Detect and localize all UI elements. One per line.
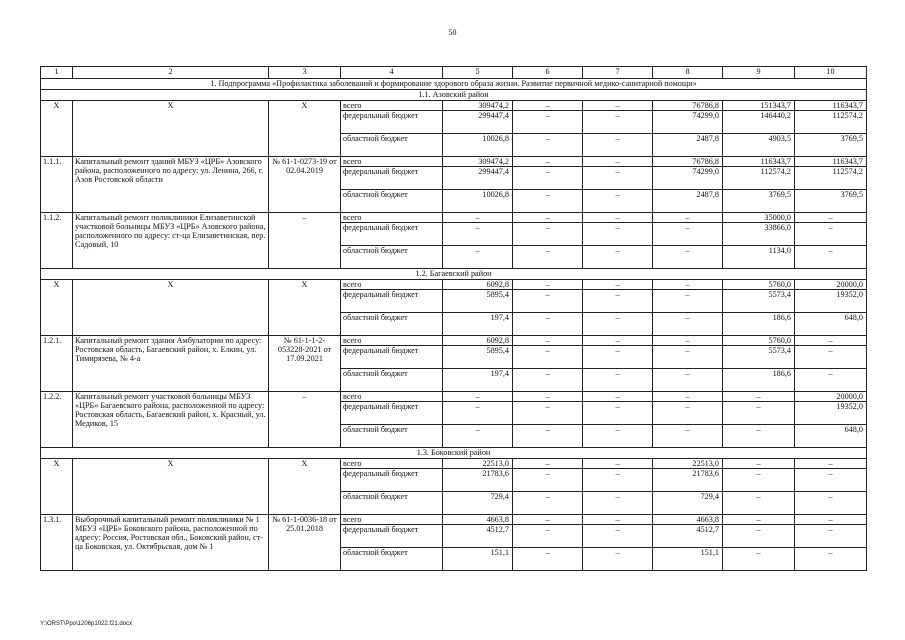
section-title: 1.3. Боковский район: [41, 448, 867, 459]
value-cell: 5895,4: [443, 346, 513, 369]
item-row: [41, 515, 867, 525]
value-cell: –: [583, 336, 653, 346]
item-document: № 61-1-1-2-053228-2021 от 17.09.2021: [269, 336, 341, 392]
value-cell: 10026,8: [443, 190, 513, 213]
value-cell: 116343,7: [795, 101, 867, 111]
funding-source-label: федеральный бюджет: [341, 402, 443, 425]
value-cell: –: [583, 213, 653, 223]
value-cell: –: [513, 459, 583, 469]
column-number-row: [41, 67, 867, 79]
funding-source-label: всего: [341, 459, 443, 469]
value-cell: –: [653, 369, 723, 392]
value-cell: 33866,0: [723, 223, 795, 246]
value-cell: –: [653, 290, 723, 313]
value-cell: 1134,0: [723, 246, 795, 269]
value-cell: 309474,2: [443, 101, 513, 111]
funding-source-label: всего: [341, 515, 443, 525]
funding-source-label: федеральный бюджет: [341, 525, 443, 548]
value-cell: –: [513, 213, 583, 223]
page-number: 50: [448, 28, 457, 37]
value-cell: 5895,4: [443, 290, 513, 313]
value-cell: 729,4: [443, 492, 513, 515]
item-name: Капитальный ремонт зданий МБУЗ «ЦРБ» Азовского района, расположенного по адресу: ул. Ленина, 266, г. Азов Ростовской области: [73, 157, 269, 213]
value-cell: –: [513, 190, 583, 213]
value-cell: –: [653, 402, 723, 425]
value-cell: –: [513, 548, 583, 571]
value-cell: 5760,0: [723, 280, 795, 290]
value-cell: –: [723, 469, 795, 492]
value-cell: –: [795, 369, 867, 392]
value-cell: 76786,8: [653, 101, 723, 111]
value-cell: –: [583, 548, 653, 571]
value-cell: –: [443, 402, 513, 425]
item-document: –: [269, 392, 341, 448]
value-cell: 76786,8: [653, 157, 723, 167]
value-cell: –: [653, 246, 723, 269]
value-cell: –: [513, 336, 583, 346]
value-cell: 21783,6: [653, 469, 723, 492]
funding-source-label: всего: [341, 157, 443, 167]
value-cell: 10026,8: [443, 134, 513, 157]
value-cell: –: [795, 548, 867, 571]
value-cell: –: [513, 101, 583, 111]
value-cell: 3769,5: [723, 190, 795, 213]
item-document: –: [269, 213, 341, 269]
value-cell: –: [723, 548, 795, 571]
funding-source-label: всего: [341, 101, 443, 111]
value-cell: 22513,0: [653, 459, 723, 469]
value-cell: 186,6: [723, 313, 795, 336]
value-cell: –: [513, 492, 583, 515]
value-cell: –: [513, 313, 583, 336]
value-cell: –: [723, 525, 795, 548]
value-cell: 3769,5: [795, 134, 867, 157]
value-cell: –: [583, 392, 653, 402]
item-document: № 61-1-0036-18 от 25.01.2018: [269, 515, 341, 571]
section-title: 1.1. Азовский район: [41, 90, 867, 101]
value-cell: 4663,8: [653, 515, 723, 525]
file-path-footer: Y:\ORST\Ppo\1206p1022.f21.docx: [40, 621, 133, 627]
value-cell: 151,1: [653, 548, 723, 571]
value-cell: –: [583, 313, 653, 336]
funding-source-label: федеральный бюджет: [341, 346, 443, 369]
budget-table: [40, 66, 867, 571]
funding-source-label: всего: [341, 280, 443, 290]
item-name: Капитальный ремонт здания Амбулатории по адресу: Ростовская область, Багаевский район, х. Елкин, ул. Тимирязева, № 4-а: [73, 336, 269, 392]
value-cell: 6092,8: [443, 280, 513, 290]
value-cell: 19352,0: [795, 402, 867, 425]
value-cell: –: [513, 290, 583, 313]
value-cell: 5573,4: [723, 346, 795, 369]
column-number: 9: [723, 67, 795, 79]
value-cell: 648,0: [795, 425, 867, 448]
section-row: [41, 269, 867, 280]
value-cell: 4903,5: [723, 134, 795, 157]
value-cell: –: [583, 246, 653, 269]
value-cell: –: [583, 425, 653, 448]
section-total-row: [41, 459, 867, 469]
value-cell: 648,0: [795, 313, 867, 336]
value-cell: –: [583, 402, 653, 425]
value-cell: 4512,7: [443, 525, 513, 548]
value-cell: 112574,2: [795, 167, 867, 190]
funding-source-label: федеральный бюджет: [341, 167, 443, 190]
value-cell: –: [443, 246, 513, 269]
value-cell: 2487,8: [653, 134, 723, 157]
value-cell: –: [513, 280, 583, 290]
value-cell: 5760,0: [723, 336, 795, 346]
item-row: [41, 213, 867, 223]
item-name: Выборочный капитальный ремонт поликлиники № 1 МБУЗ «ЦРБ» Боковского района, расположенной по адресу: Россия, Ростовская обл., Боковский район, ст-ца Боковская, ул. Октябрьская, дом № 1: [73, 515, 269, 571]
value-cell: –: [583, 492, 653, 515]
value-cell: –: [653, 213, 723, 223]
value-cell: –: [653, 313, 723, 336]
value-cell: 112574,2: [795, 111, 867, 134]
value-cell: –: [513, 469, 583, 492]
value-cell: –: [513, 223, 583, 246]
value-cell: –: [795, 336, 867, 346]
value-cell: –: [653, 336, 723, 346]
item-name: Капитальный ремонт поликлиники Елизаветинской участковой больницы МБУЗ «ЦРБ» Азовского района, расположенного по адресу: ст-ца Елизаветинская, пер. Садовый, 10: [73, 213, 269, 269]
value-cell: –: [723, 459, 795, 469]
funding-source-label: федеральный бюджет: [341, 290, 443, 313]
value-cell: –: [513, 402, 583, 425]
value-cell: –: [583, 111, 653, 134]
value-cell: 146440,2: [723, 111, 795, 134]
section-total-x-col3: Х: [269, 280, 341, 336]
value-cell: –: [583, 290, 653, 313]
funding-source-label: федеральный бюджет: [341, 469, 443, 492]
value-cell: –: [723, 425, 795, 448]
funding-source-label: федеральный бюджет: [341, 111, 443, 134]
value-cell: –: [583, 346, 653, 369]
value-cell: 197,4: [443, 369, 513, 392]
value-cell: –: [513, 425, 583, 448]
item-document: № 61-1-0273-19 от 02.04.2019: [269, 157, 341, 213]
value-cell: 299447,4: [443, 111, 513, 134]
funding-source-label: областной бюджет: [341, 492, 443, 515]
section-title: 1.2. Багаевский район: [41, 269, 867, 280]
funding-source-label: областной бюджет: [341, 425, 443, 448]
value-cell: –: [723, 402, 795, 425]
item-number: 1.2.2.: [41, 392, 73, 448]
item-number: 1.2.1.: [41, 336, 73, 392]
value-cell: 116343,7: [723, 157, 795, 167]
value-cell: –: [583, 101, 653, 111]
value-cell: 20000,0: [795, 392, 867, 402]
value-cell: 151343,7: [723, 101, 795, 111]
value-cell: –: [513, 246, 583, 269]
value-cell: 35000,0: [723, 213, 795, 223]
value-cell: –: [583, 280, 653, 290]
item-row: [41, 336, 867, 346]
funding-source-label: областной бюджет: [341, 190, 443, 213]
value-cell: 74299,0: [653, 167, 723, 190]
section-row: [41, 90, 867, 101]
value-cell: –: [513, 111, 583, 134]
value-cell: –: [443, 213, 513, 223]
section-total-x-col2: Х: [73, 101, 269, 157]
value-cell: –: [513, 515, 583, 525]
value-cell: –: [583, 459, 653, 469]
value-cell: –: [795, 346, 867, 369]
value-cell: –: [583, 157, 653, 167]
value-cell: –: [513, 346, 583, 369]
funding-source-label: областной бюджет: [341, 548, 443, 571]
value-cell: –: [795, 459, 867, 469]
section-total-x-col1: Х: [41, 459, 73, 515]
value-cell: –: [443, 392, 513, 402]
column-number: 8: [653, 67, 723, 79]
funding-source-label: всего: [341, 213, 443, 223]
section-total-x-col3: Х: [269, 459, 341, 515]
value-cell: 74299,0: [653, 111, 723, 134]
value-cell: 186,6: [723, 369, 795, 392]
value-cell: 2487,8: [653, 190, 723, 213]
value-cell: –: [795, 469, 867, 492]
value-cell: 3769,5: [795, 190, 867, 213]
item-row: [41, 392, 867, 402]
section-row: [41, 448, 867, 459]
column-number: 2: [73, 67, 269, 79]
value-cell: 22513,0: [443, 459, 513, 469]
value-cell: 197,4: [443, 313, 513, 336]
item-row: [41, 157, 867, 167]
item-name: Капитальный ремонт участковой больницы МБУЗ «ЦРБ» Багаевского района, расположенной по адресу: Ростовская область, Багаевский район, х. Красный, ул. Медиков, 15: [73, 392, 269, 448]
value-cell: –: [513, 525, 583, 548]
value-cell: –: [513, 392, 583, 402]
funding-source-label: областной бюджет: [341, 134, 443, 157]
value-cell: 112574,2: [723, 167, 795, 190]
funding-source-label: областной бюджет: [341, 246, 443, 269]
value-cell: –: [583, 134, 653, 157]
value-cell: –: [583, 525, 653, 548]
value-cell: –: [583, 369, 653, 392]
value-cell: –: [583, 167, 653, 190]
value-cell: –: [513, 369, 583, 392]
value-cell: –: [795, 223, 867, 246]
value-cell: –: [795, 246, 867, 269]
funding-source-label: федеральный бюджет: [341, 223, 443, 246]
value-cell: 309474,2: [443, 157, 513, 167]
value-cell: –: [653, 346, 723, 369]
value-cell: –: [513, 167, 583, 190]
value-cell: –: [653, 223, 723, 246]
column-number: 10: [795, 67, 867, 79]
value-cell: –: [795, 525, 867, 548]
item-number: 1.1.2.: [41, 213, 73, 269]
section-total-x-col1: Х: [41, 101, 73, 157]
value-cell: –: [583, 223, 653, 246]
value-cell: 4663,8: [443, 515, 513, 525]
value-cell: 21783,6: [443, 469, 513, 492]
value-cell: 151,1: [443, 548, 513, 571]
item-number: 1.1.1.: [41, 157, 73, 213]
column-number: 3: [269, 67, 341, 79]
value-cell: 4512,7: [653, 525, 723, 548]
column-number: 1: [41, 67, 73, 79]
section-total-x-col1: Х: [41, 280, 73, 336]
value-cell: –: [723, 492, 795, 515]
subprogram-title: 1. Подпрограмма «Профилактика заболеваний и формирование здорового образа жизни. Развитие первичной медико-санитарной помощи»: [41, 79, 867, 90]
column-number: 4: [341, 67, 443, 79]
value-cell: –: [723, 515, 795, 525]
value-cell: –: [443, 223, 513, 246]
funding-source-label: всего: [341, 336, 443, 346]
item-number: 1.3.1.: [41, 515, 73, 571]
value-cell: 299447,4: [443, 167, 513, 190]
subprogram-row: [41, 79, 867, 90]
value-cell: –: [795, 515, 867, 525]
value-cell: 19352,0: [795, 290, 867, 313]
value-cell: –: [795, 492, 867, 515]
section-total-x-col2: Х: [73, 280, 269, 336]
value-cell: –: [723, 392, 795, 402]
funding-source-label: всего: [341, 392, 443, 402]
column-number: 7: [583, 67, 653, 79]
value-cell: –: [513, 134, 583, 157]
section-total-x-col2: Х: [73, 459, 269, 515]
value-cell: 116343,7: [795, 157, 867, 167]
section-total-row: [41, 280, 867, 290]
value-cell: 729,4: [653, 492, 723, 515]
value-cell: –: [513, 157, 583, 167]
value-cell: –: [443, 425, 513, 448]
column-number: 5: [443, 67, 513, 79]
value-cell: 6092,8: [443, 336, 513, 346]
column-number: 6: [513, 67, 583, 79]
value-cell: –: [653, 425, 723, 448]
value-cell: –: [653, 392, 723, 402]
value-cell: –: [795, 213, 867, 223]
section-total-x-col3: Х: [269, 101, 341, 157]
section-total-row: [41, 101, 867, 111]
value-cell: –: [653, 280, 723, 290]
value-cell: –: [583, 190, 653, 213]
value-cell: –: [583, 515, 653, 525]
funding-source-label: областной бюджет: [341, 313, 443, 336]
value-cell: –: [583, 469, 653, 492]
value-cell: 5573,4: [723, 290, 795, 313]
funding-source-label: областной бюджет: [341, 369, 443, 392]
value-cell: 20000,0: [795, 280, 867, 290]
